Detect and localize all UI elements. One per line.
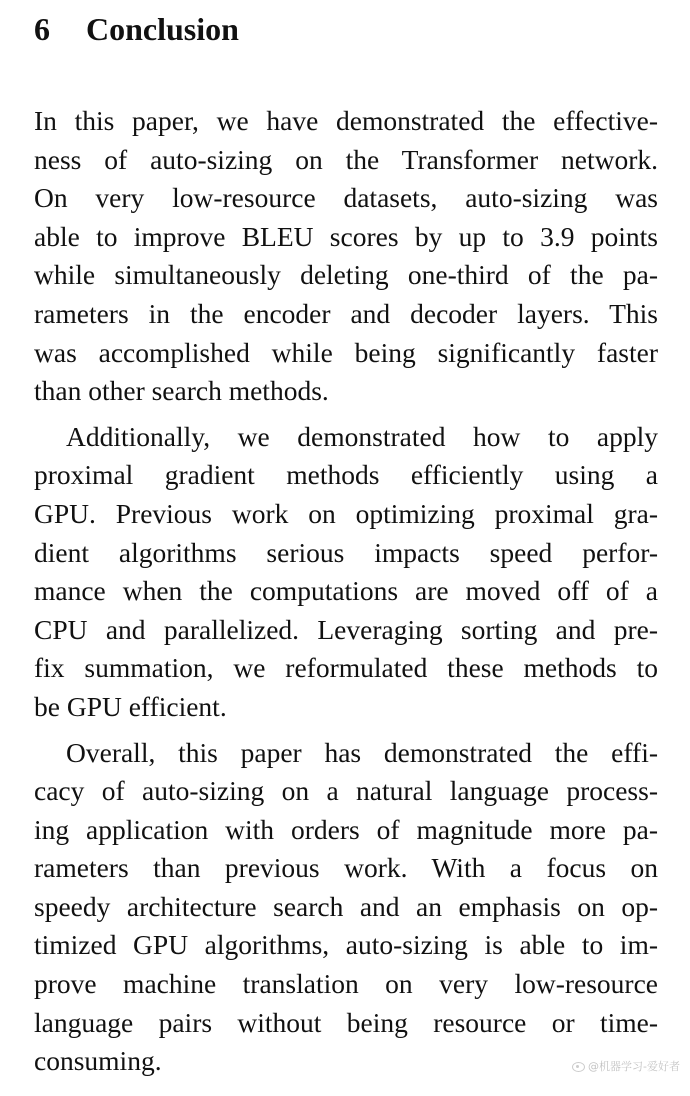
text-line: be GPU efficient. xyxy=(34,690,227,722)
text-line: while simultaneously deleting one-third of the pa- xyxy=(34,259,658,291)
text-line: In this paper, we have demonstrated the effective- xyxy=(34,105,658,136)
watermark xyxy=(571,1058,680,1074)
text-line: timized GPU algorithms, auto-sizing is able to im- xyxy=(34,929,658,961)
paragraph-1 xyxy=(34,102,658,411)
text-line: fix summation, we reformulated these methods to xyxy=(34,652,658,684)
section-number: 6 xyxy=(34,11,50,47)
text-line: cacy of auto-sizing on a natural language process- xyxy=(34,775,658,807)
text-line: able to improve BLEU scores by up to 3.9 points xyxy=(34,220,658,252)
text-line: Overall, this paper has demonstrated the effi- xyxy=(66,736,658,768)
text-line: mance when the computations are moved off of a xyxy=(34,575,658,607)
text-line: Additionally, we demonstrated how to apply xyxy=(66,420,658,452)
text-line: prove machine translation on very low-resource xyxy=(34,968,658,1000)
section-title: Conclusion xyxy=(86,11,239,47)
paper-page xyxy=(34,10,658,1088)
text-line: language pairs without being resource or time- xyxy=(34,1006,658,1038)
text-line: consuming. xyxy=(34,1045,162,1077)
text-line: CPU and parallelized. Leveraging sorting and pre- xyxy=(34,613,658,645)
text-line: rameters in the encoder and decoder layers. This xyxy=(34,297,658,329)
text-line: ness of auto-sizing on the Transformer network. xyxy=(34,143,658,175)
text-line: ing application with orders of magnitude more pa- xyxy=(34,813,658,845)
watermark-text: @机器学习-爱好者 xyxy=(588,1060,680,1073)
text-line: On very low-resource datasets, auto-sizing was xyxy=(34,182,658,214)
weibo-logo-icon xyxy=(571,1060,585,1072)
text-line: proximal gradient methods efficiently using a xyxy=(34,459,658,491)
text-line: dient algorithms serious impacts speed perfor- xyxy=(34,536,658,568)
paragraph-2 xyxy=(34,418,658,727)
text-line: speedy architecture search and an emphasis on op- xyxy=(34,890,658,922)
text-line: rameters than previous work. With a focus on xyxy=(34,852,658,884)
text-line: GPU. Previous work on optimizing proximal gra- xyxy=(34,497,658,529)
paragraph-3 xyxy=(34,734,658,1081)
section-heading xyxy=(34,10,658,48)
text-line: than other search methods. xyxy=(34,375,329,407)
text-line: was accomplished while being significantly faster xyxy=(34,336,658,368)
